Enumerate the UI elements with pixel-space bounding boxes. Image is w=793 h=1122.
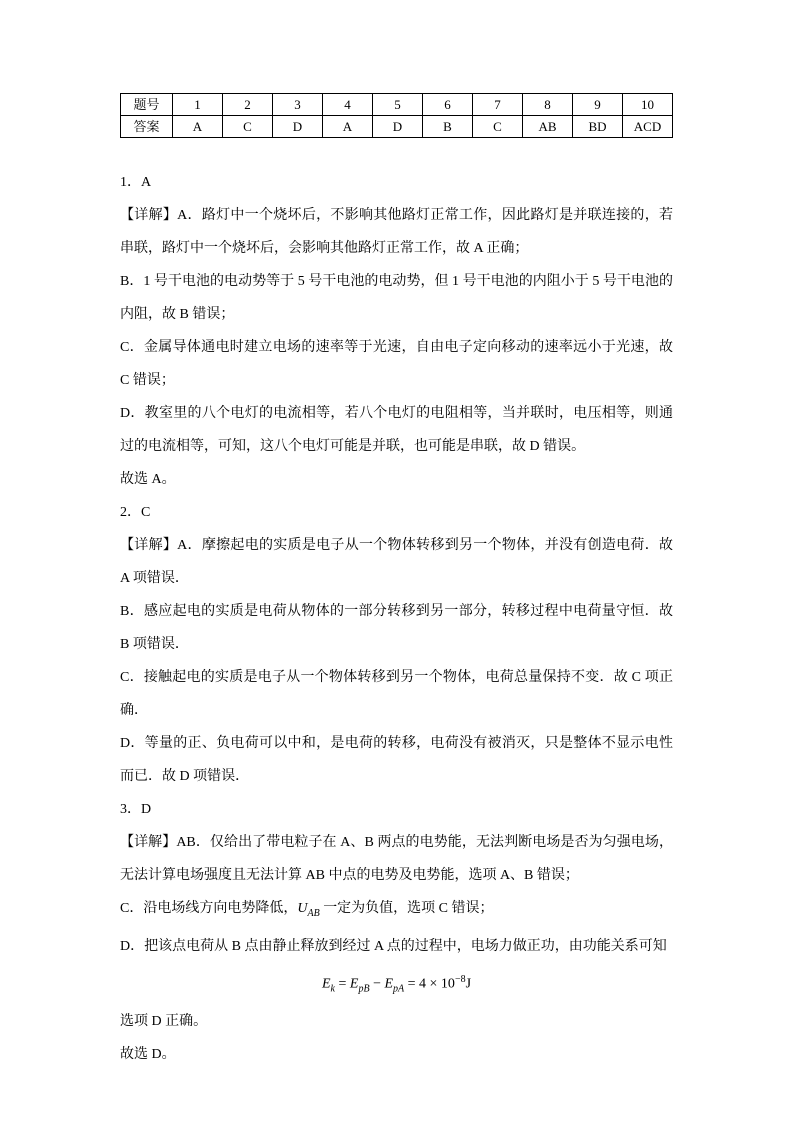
answer-cell: BD bbox=[573, 116, 623, 138]
paragraph: D．等量的正、负电荷可以中和，是电荷的转移，电荷没有被消灭，只是整体不显示电性而已．故 D 项错误． bbox=[120, 736, 673, 784]
paragraph: B．1 号干电池的电动势等于 5 号干电池的电动势，但 1 号干电池的内阻小于 5 号干电池的内阻，故 B 错误； bbox=[120, 274, 673, 322]
question-number-cell: 8 bbox=[523, 94, 573, 116]
paragraph: C．接触起电的实质是电子从一个物体转移到另一个物体，电荷总量保持不变．故 C 项正确． bbox=[120, 670, 673, 718]
question-number-cell: 5 bbox=[373, 94, 423, 116]
question-number-cell: 3 bbox=[273, 94, 323, 116]
question-number-cell: 1 bbox=[173, 94, 223, 116]
answer-cell: C bbox=[473, 116, 523, 138]
answer-table bbox=[120, 93, 673, 138]
answer-conclusion: 故选 D。 bbox=[120, 1047, 176, 1063]
formula-value: = 4 × 10 bbox=[404, 976, 455, 992]
paragraph-with-variable bbox=[120, 892, 673, 930]
formula-subscript: pB bbox=[358, 983, 370, 995]
question-number-cell: 7 bbox=[473, 94, 523, 116]
solution-section-3 bbox=[120, 793, 673, 1071]
answer-cell: ACD bbox=[623, 116, 673, 138]
paragraph: 【详解】A．路灯中一个烧坏后，不影响其他路灯正常工作，因此路灯是并联连接的，若串联，路灯中一个烧坏后，会影响其他路灯正常工作，故 A 正确； bbox=[120, 208, 673, 256]
question-number-title: 2．C bbox=[120, 505, 151, 520]
row-label-answer: 答案 bbox=[121, 116, 173, 138]
text-segment: C．沿电场线方向电势降低， bbox=[120, 901, 298, 916]
paragraph: B．感应起电的实质是电荷从物体的一部分转移到另一部分，转移过程中电荷量守恒．故 B 项错误． bbox=[120, 604, 673, 652]
solutions-content bbox=[120, 166, 673, 1071]
question-number-cell: 2 bbox=[223, 94, 273, 116]
solution-section-1 bbox=[120, 166, 673, 496]
answer-cell: C bbox=[223, 116, 273, 138]
answer-cell: A bbox=[323, 116, 373, 138]
table-row-question-numbers bbox=[121, 94, 673, 116]
question-number-cell: 9 bbox=[573, 94, 623, 116]
paragraph: 选项 D 正确。 bbox=[120, 1014, 208, 1030]
solution-section-2 bbox=[120, 496, 673, 793]
energy-formula bbox=[120, 963, 673, 1005]
answer-cell: D bbox=[373, 116, 423, 138]
paragraph: D．教室里的八个电灯的电流相等，若八个电灯的电阻相等，当并联时，电压相等，则通过的电流相等，可知，这八个电灯可能是并联，也可能是串联，故 D 错误。 bbox=[120, 406, 673, 454]
formula-variable: E bbox=[384, 976, 394, 992]
formula-variable: E bbox=[321, 976, 331, 992]
formula-subscript: k bbox=[330, 983, 335, 995]
voltage-variable: U bbox=[297, 901, 308, 916]
paragraph: D．把该点电荷从 B 点由静止释放到经过 A 点的过程中，电场力做正功，由功能关系可知 bbox=[120, 938, 667, 954]
question-number-title: 1．A bbox=[120, 175, 152, 190]
question-number-title: 3．D bbox=[120, 802, 152, 817]
paragraph: C．金属导体通电时建立电场的速率等于光速，自由电子定向移动的速率远小于光速，故 C 错误； bbox=[120, 340, 673, 388]
formula-exponent: −8 bbox=[454, 973, 466, 985]
answer-cell: A bbox=[173, 116, 223, 138]
text-segment: 一定为负值，选项 C 错误； bbox=[319, 901, 494, 916]
question-number-cell: 4 bbox=[323, 94, 373, 116]
question-number-cell: 10 bbox=[623, 94, 673, 116]
formula-operator: = bbox=[334, 976, 350, 992]
paragraph: 【详解】AB．仅给出了带电粒子在 A、B 两点的电势能，无法判断电场是否为匀强电场，无法计算电场强度且无法计算 AB 中点的电势及电势能，选项 A、B 错误； bbox=[120, 835, 673, 883]
paragraph: 【详解】A．摩擦起电的实质是电子从一个物体转移到另一个物体，并没有创造电荷．故 A 项错误． bbox=[120, 538, 673, 586]
answer-conclusion: 故选 A。 bbox=[120, 472, 176, 487]
answer-cell: B bbox=[423, 116, 473, 138]
formula-operator: − bbox=[369, 976, 385, 992]
formula-variable: E bbox=[349, 976, 359, 992]
formula-subscript: pA bbox=[393, 983, 405, 995]
answer-cell: D bbox=[273, 116, 323, 138]
answer-cell: AB bbox=[523, 116, 573, 138]
voltage-subscript: AB bbox=[307, 907, 320, 919]
formula-unit: J bbox=[465, 976, 472, 992]
question-number-cell: 6 bbox=[423, 94, 473, 116]
row-label-question-number: 题号 bbox=[121, 94, 173, 116]
table-row-answers bbox=[121, 116, 673, 138]
